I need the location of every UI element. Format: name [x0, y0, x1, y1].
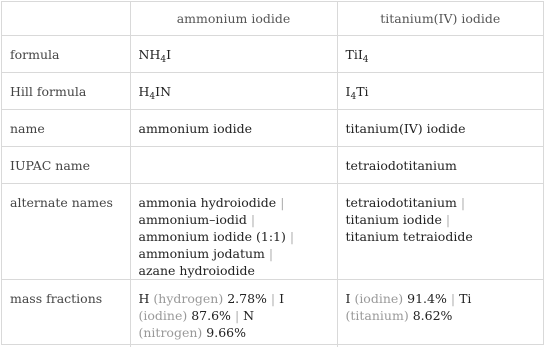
mass-value: 87.6%: [191, 307, 231, 323]
element-symbol: N: [243, 307, 255, 323]
iupac-titanium-iodide: tetraiodotitanium: [337, 146, 543, 183]
hill-ammonium-iodide: [130, 72, 337, 109]
row-name: [2, 109, 543, 146]
element-name: (iodine): [138, 307, 188, 323]
element-symbol: Ti: [459, 290, 472, 306]
separator: |: [268, 245, 274, 261]
mass-titanium-iodide: [337, 279, 543, 347]
alternate-titanium-iodide: [337, 183, 543, 279]
properties-table: [1, 1, 544, 345]
alternate-ammonium-iodide: [130, 183, 337, 279]
hill-titanium-iodide: [337, 72, 543, 109]
separator: |: [289, 228, 295, 244]
formula-subscript: 4: [149, 91, 156, 102]
row-alternate-names: [2, 183, 543, 279]
row-formula: [2, 35, 543, 72]
name-ammonium-iodide: ammonium iodide: [130, 109, 337, 146]
header-blank-cell: [2, 2, 130, 35]
formula-titanium-iodide: [337, 35, 543, 72]
mass-value: 8.62%: [412, 307, 453, 323]
header-row: [2, 2, 543, 35]
element-name: (hydrogen): [153, 290, 224, 306]
formula-text: H: [138, 83, 150, 99]
row-label-formula: formula: [2, 35, 130, 72]
formula-text: I: [166, 46, 172, 62]
mass-value: 2.78%: [227, 290, 267, 306]
row-label-mass-fractions: mass fractions: [2, 279, 130, 347]
alt-name: ammonium iodide (1:1): [138, 228, 286, 244]
name-titanium-iodide: titanium(IV) iodide: [337, 109, 543, 146]
formula-text: I: [345, 83, 351, 99]
alt-name: titanium iodide: [345, 211, 442, 227]
formula-text: TiI: [345, 46, 363, 62]
alt-name: azane hydroiodide: [138, 262, 255, 278]
separator: |: [234, 307, 240, 323]
formula-text: IN: [155, 83, 172, 99]
alt-name: ammonia hydroiodide: [138, 194, 277, 210]
separator: |: [450, 290, 456, 306]
separator: |: [445, 211, 451, 227]
formula-subscript: 4: [160, 54, 167, 65]
row-iupac-name: [2, 146, 543, 183]
formula-text: NH: [138, 46, 161, 62]
element-symbol: H: [138, 290, 150, 306]
formula-subscript: 4: [362, 54, 369, 65]
element-name: (titanium): [345, 307, 409, 323]
row-label-hill-formula: Hill formula: [2, 72, 130, 109]
formula-text: Ti: [356, 83, 369, 99]
row-label-alternate-names: alternate names: [2, 183, 130, 279]
row-mass-fractions: [2, 279, 543, 347]
alt-name: ammonium jodatum: [138, 245, 265, 261]
row-label-name: name: [2, 109, 130, 146]
comparison-table: [2, 2, 543, 347]
separator: |: [270, 290, 276, 306]
header-ammonium-iodide: ammonium iodide: [130, 2, 337, 35]
mass-value: 9.66%: [206, 324, 246, 340]
header-titanium-iodide: titanium(IV) iodide: [337, 2, 543, 35]
formula-ammonium-iodide: [130, 35, 337, 72]
separator: |: [280, 194, 285, 210]
formula-subscript: 4: [350, 91, 357, 102]
element-symbol: I: [345, 290, 351, 306]
iupac-ammonium-iodide: [130, 146, 337, 183]
separator: |: [460, 194, 466, 210]
separator: |: [250, 211, 256, 227]
alt-name: tetraiodotitanium: [345, 194, 457, 210]
element-symbol: I: [279, 290, 285, 306]
element-name: (nitrogen): [138, 324, 203, 340]
alt-name: ammonium–iodid: [138, 211, 247, 227]
mass-value: 91.4%: [407, 290, 447, 306]
mass-ammonium-iodide: [130, 279, 337, 347]
row-label-iupac-name: IUPAC name: [2, 146, 130, 183]
element-name: (iodine): [354, 290, 404, 306]
alt-name: titanium tetraiodide: [345, 228, 473, 244]
row-hill-formula: [2, 72, 543, 109]
